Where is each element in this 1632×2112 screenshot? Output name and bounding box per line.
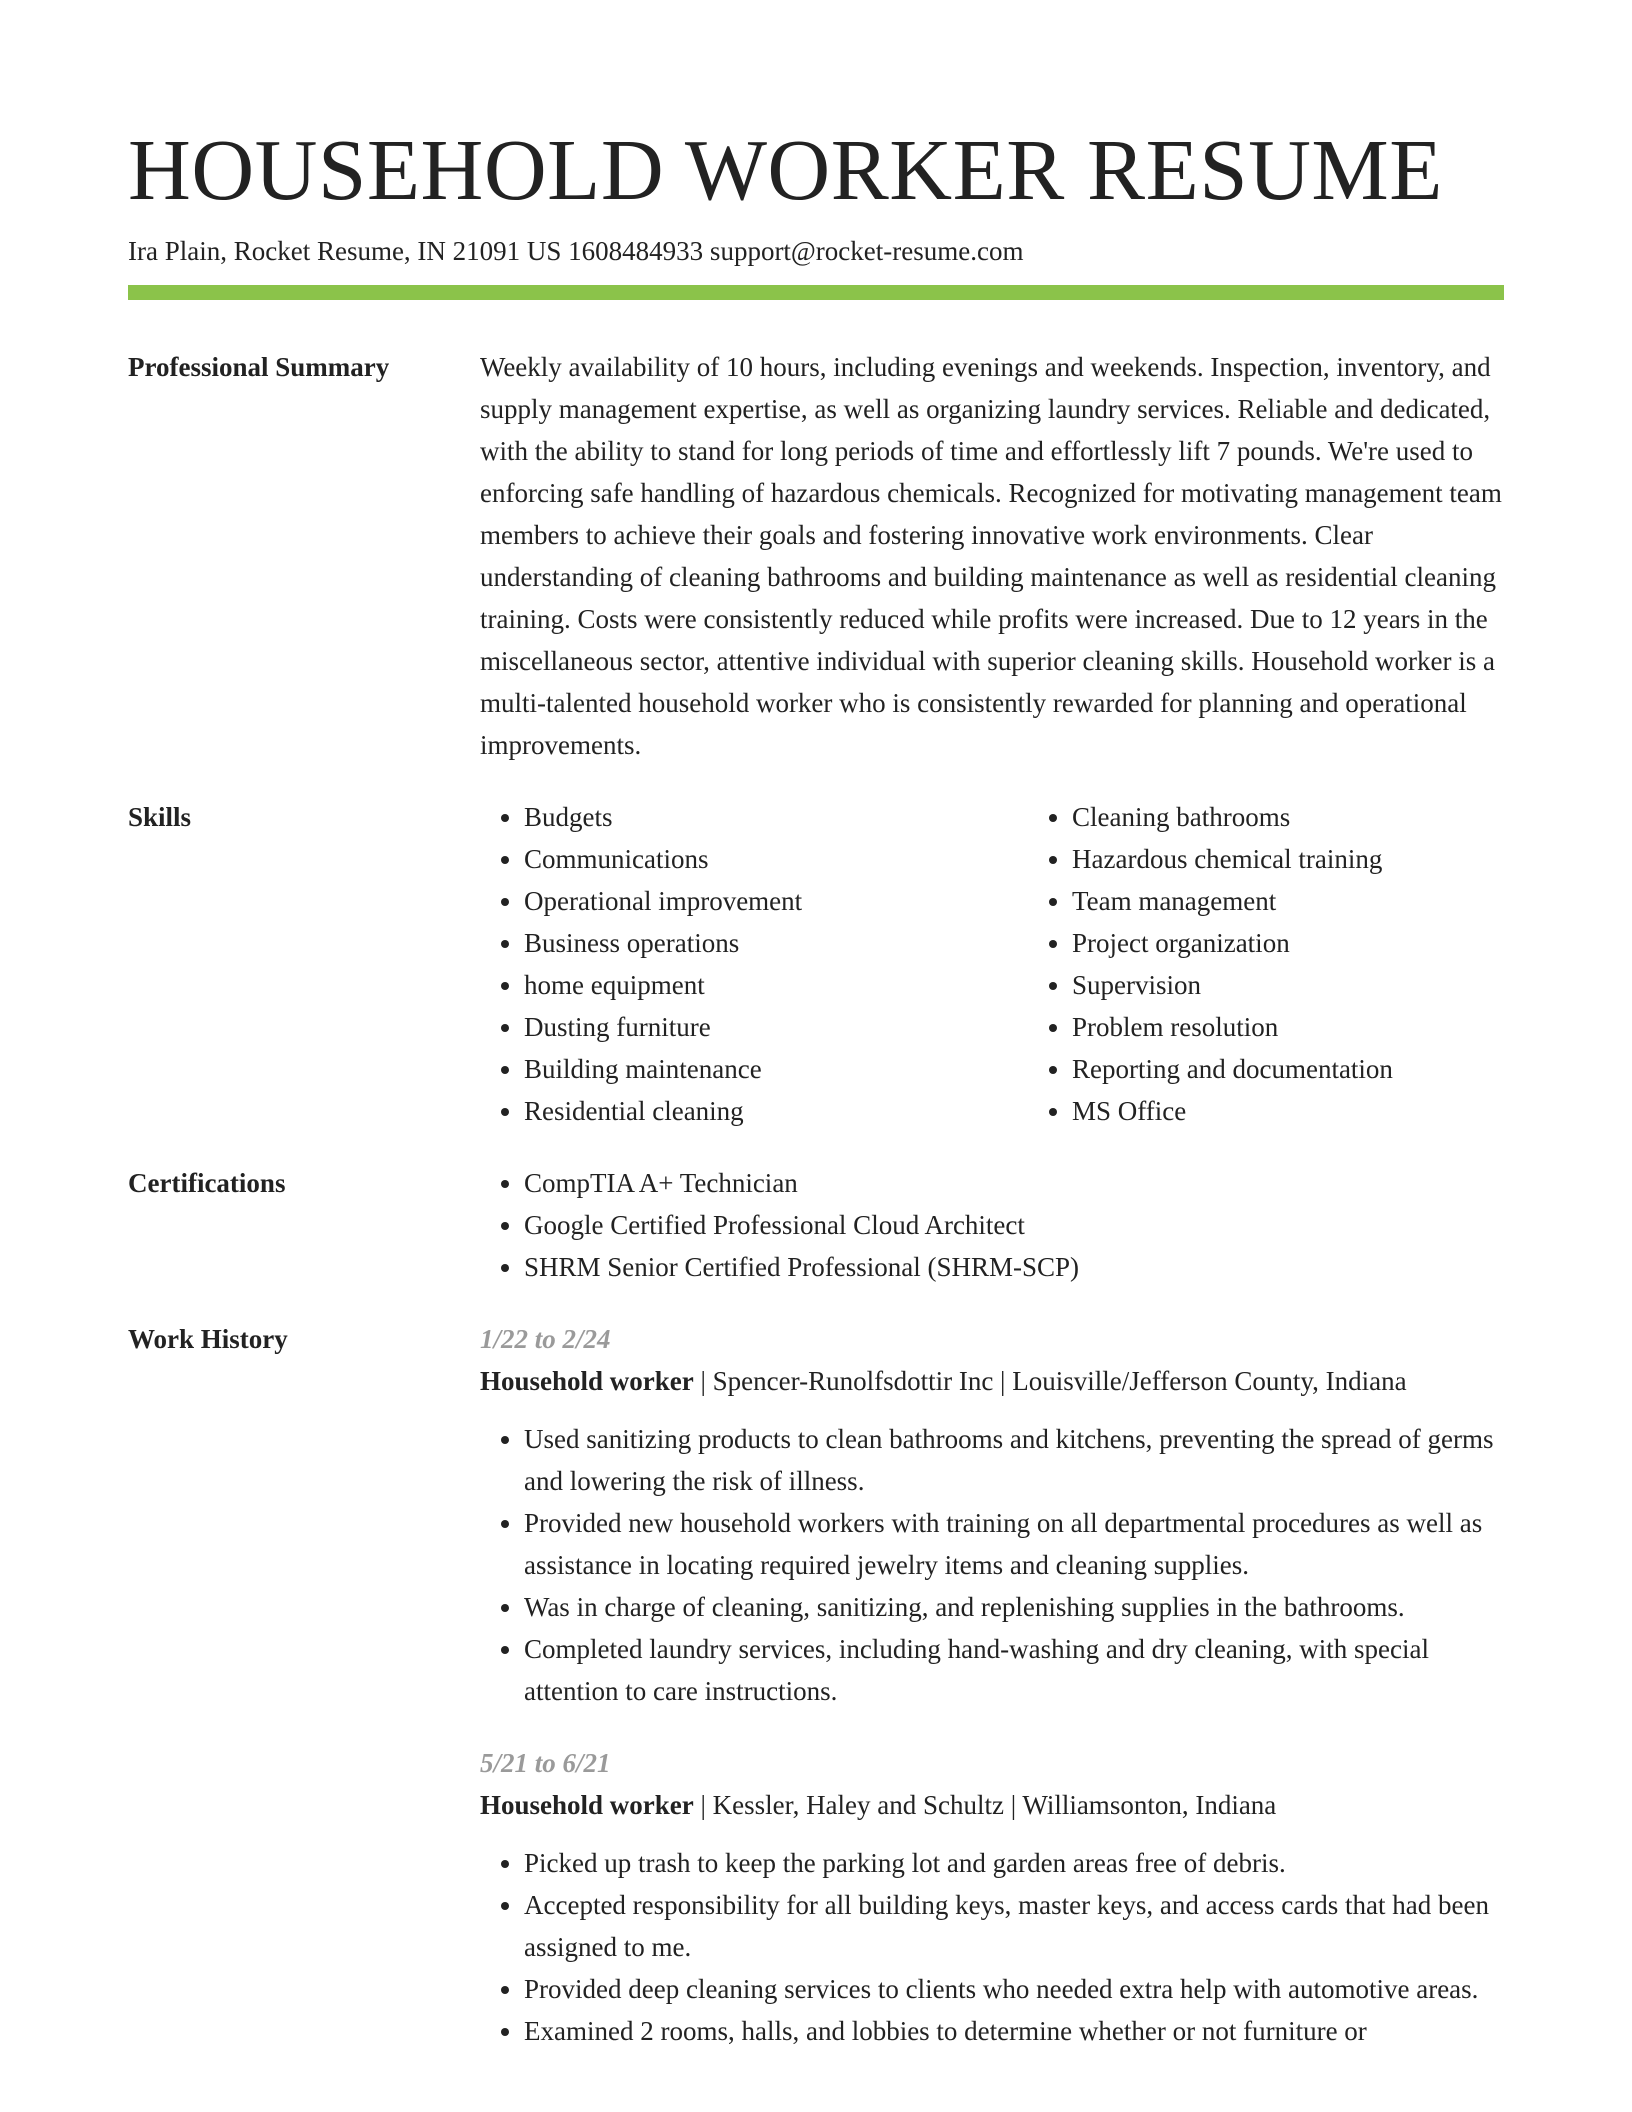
job-heading [480, 1360, 1504, 1402]
skill-item: • home equipment [524, 964, 984, 1006]
skill-item: • Cleaning bathrooms [1072, 796, 1532, 838]
resume-title: HOUSEHOLD WORKER RESUME [128, 121, 1443, 218]
skills-list-left [480, 796, 984, 1132]
header-divider [128, 285, 1504, 300]
work-history-body [480, 1318, 1504, 2052]
skill-item: • MS Office [1072, 1090, 1532, 1132]
skills-body [480, 796, 1532, 1132]
job-bullet: • Picked up trash to keep the parking lot and garden areas free of debris. [524, 1842, 1504, 1884]
summary-text: Weekly availability of 10 hours, including evenings and weekends. Inspection, inventory, and supply management expertise, as well as organizing laundry services. Reliable and dedicated, with the ability to stand for long periods of time and effortlessly lift 7 pounds. We're used to enforcing safe handling of hazardous chemicals. Recognized for motivating management team members to achieve their goals and fostering innovative work environments. Clear understanding of cleaning bathrooms and building maintenance as well as residential cleaning training. Costs were consistently reduced while profits were increased. Due to 12 years in the miscellaneous sector, attentive individual with superior cleaning skills. Household worker is a multi-talented household worker who is consistently rewarded for planning and operational improvements. [480, 352, 1502, 760]
skills-heading: Skills [128, 802, 192, 832]
certifications-body [480, 1162, 1504, 1288]
skill-item: • Budgets [524, 796, 984, 838]
summary-heading: Professional Summary [128, 352, 390, 382]
skill-item: • Hazardous chemical training [1072, 838, 1532, 880]
job-bullet: • Examined 2 rooms, halls, and lobbies to determine whether or not furniture or [524, 2010, 1504, 2052]
skill-item: • Supervision [1072, 964, 1532, 1006]
job-bullets [480, 1418, 1504, 1712]
job-bullet: • Completed laundry services, including hand-washing and dry cleaning, with special attention to care instructions. [524, 1628, 1504, 1712]
skill-item: • Building maintenance [524, 1048, 984, 1090]
job-entry [480, 1318, 1504, 1712]
job-bullet: • Accepted responsibility for all building keys, master keys, and access cards that had been assigned to me. [524, 1884, 1504, 1968]
skill-item: • Problem resolution [1072, 1006, 1532, 1048]
work-history-heading: Work History [128, 1324, 288, 1354]
skill-item: • Business operations [524, 922, 984, 964]
job-bullet: • Provided deep cleaning services to clients who needed extra help with automotive areas. [524, 1968, 1504, 2010]
job-entry [480, 1742, 1504, 2052]
skill-item: • Communications [524, 838, 984, 880]
certifications-heading: Certifications [128, 1168, 286, 1198]
job-heading [480, 1784, 1504, 1826]
certification-item: • Google Certified Professional Cloud Architect [524, 1204, 1504, 1246]
certification-item: • CompTIA A+ Technician [524, 1162, 1504, 1204]
skill-item: • Team management [1072, 880, 1532, 922]
summary-section [128, 346, 1504, 766]
skills-section [128, 796, 1504, 1132]
certifications-section [128, 1162, 1504, 1288]
skills-list-right [1028, 796, 1532, 1132]
skill-item: • Residential cleaning [524, 1090, 984, 1132]
skill-item: • Project organization [1072, 922, 1532, 964]
job-bullet: • Used sanitizing products to clean bathrooms and kitchens, preventing the spread of germs and lowering the risk of illness. [524, 1418, 1504, 1502]
summary-body [480, 346, 1504, 766]
certifications-list [480, 1162, 1504, 1288]
job-bullet: • Was in charge of cleaning, sanitizing, and replenishing supplies in the bathrooms. [524, 1586, 1504, 1628]
skill-item: • Operational improvement [524, 880, 984, 922]
job-dates: 1/22 to 2/24 [480, 1324, 611, 1354]
job-title: Household worker [480, 1366, 694, 1396]
certification-item: • SHRM Senior Certified Professional (SHRM-SCP) [524, 1246, 1504, 1288]
job-bullet: • Provided new household workers with training on all departmental procedures as well as assistance in locating required jewelry items and cleaning supplies. [524, 1502, 1504, 1586]
job-details: | Spencer-Runolfsdottir Inc | Louisville/Jefferson County, Indiana [693, 1366, 1407, 1396]
skill-item: • Reporting and documentation [1072, 1048, 1532, 1090]
skill-item: • Dusting furniture [524, 1006, 984, 1048]
job-title: Household worker [480, 1790, 694, 1820]
job-dates: 5/21 to 6/21 [480, 1748, 611, 1778]
job-details: | Kessler, Haley and Schultz | Williamsonton, Indiana [693, 1790, 1277, 1820]
resume-page [128, 0, 1504, 2052]
work-history-section [128, 1318, 1504, 2052]
contact-line: Ira Plain, Rocket Resume, IN 21091 US 1608484933 support@rocket-resume.com [128, 236, 1024, 266]
job-bullets [480, 1842, 1504, 2052]
